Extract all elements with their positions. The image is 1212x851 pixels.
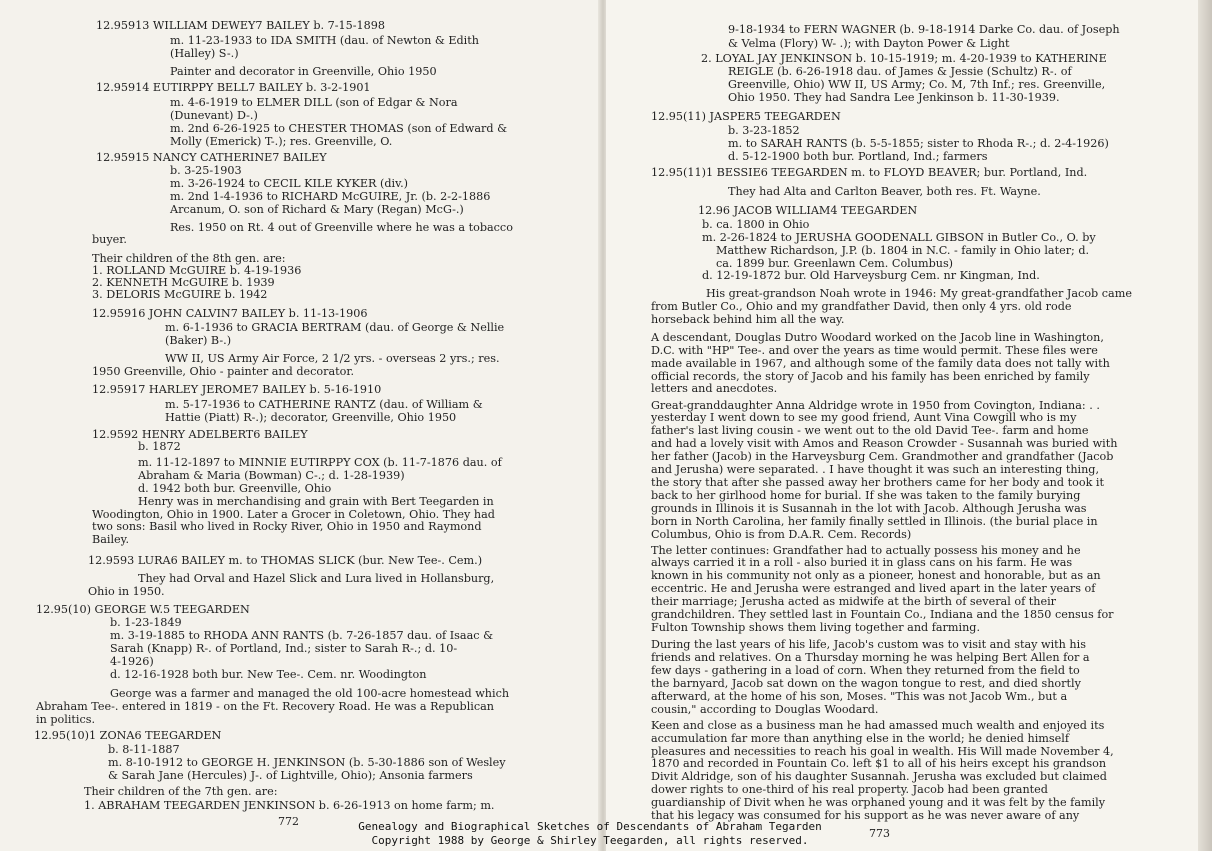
left-page-line: 12.95(10)1 ZONA6 TEEGARDEN [34, 729, 222, 742]
left-page-line: Hattie (Piatt) R-.); decorator, Greenville, Ohio 1950 [165, 411, 457, 424]
left-page-line: 3. DELORIS McGUIRE b. 1942 [92, 288, 268, 301]
right-page-line: born in North Carolina, her family finally settled in Illinois. (the burial place in [651, 515, 1098, 528]
left-page-line: m. 6-1-1936 to GRACIA BERTRAM (dau. of George & Nellie [165, 321, 505, 334]
right-page-line: father's last living cousin - we went out to the old David Tee-. farm and home [651, 424, 1089, 437]
left-page-line: 12.95913 WILLIAM DEWEY7 BAILEY b. 7-15-1898 [96, 19, 386, 32]
right-page-line: afterward, at the home of his son, Moses. "This was not Jacob Wm., but a [651, 690, 1068, 703]
right-page-line: grandchildren. They settled last in Fountain Co., Indiana and the 1850 census for [651, 608, 1114, 621]
left-page-line: 4-1926) [110, 655, 154, 668]
right-page-line: yesterday I went down to see my good friend, Aunt Vina Cowgill who is my [651, 411, 1077, 424]
right-page-line: b. 3-23-1852 [728, 124, 800, 137]
left-page-line: 12.9592 HENRY ADELBERT6 BAILEY [92, 428, 308, 441]
left-page-line: b. 1-23-1849 [110, 616, 182, 629]
right-page-line: 12.95(11)1 BESSIE6 TEEGARDEN m. to FLOYD BEAVER; bur. Portland, Ind. [651, 166, 1088, 179]
left-page-line: 1. ABRAHAM TEEGARDEN JENKINSON b. 6-26-1913 on home farm; m. [84, 799, 495, 812]
left-page-line: m. 11-12-1897 to MINNIE EUTIRPPY COX (b. 11-7-1876 dau. of [138, 456, 502, 469]
right-page-line: m. 2-26-1824 to JERUSHA GOODENALL GIBSON in Butler Co., O. by [702, 231, 1096, 244]
left-page-line: buyer. [92, 233, 127, 246]
left-page-line: (Dunevant) D-.) [170, 109, 258, 122]
right-page-line: 12.96 JACOB WILLIAM4 TEEGARDEN [698, 204, 918, 217]
right-page-line: & Velma (Flory) W- .); with Dayton Power & Light [728, 37, 1010, 50]
right-page-line: ca. 1899 bur. Greenlawn Cem. Columbus) [716, 257, 954, 270]
left-page-line: (Baker) B-.) [165, 334, 232, 347]
left-page-line: Abraham Tee-. entered in 1819 - on the Ft. Recovery Road. He was a Republican [36, 700, 494, 713]
left-page-line: 12.95916 JOHN CALVIN7 BAILEY b. 11-13-1906 [92, 307, 368, 320]
footer-title: Genealogy and Biographical Sketches of Descendants of Abraham Tegarden [358, 820, 822, 833]
right-page-line: Great-granddaughter Anna Aldridge wrote in 1950 from Covington, Indiana: . . [651, 399, 1100, 412]
right-page-line: eccentric. He and Jerusha were estranged and lived apart in the later years of [651, 582, 1096, 595]
right-page-number: 773 [869, 827, 890, 840]
right-page-line: back to her girlhood home for burial. If she was taken to the family burying [651, 489, 1081, 502]
right-page-line: Fulton Township shows them living together and farming. [651, 621, 981, 634]
left-page-line: m. 2nd 1-4-1936 to RICHARD McGUIRE, Jr. (b. 2-2-1886 [170, 190, 491, 203]
footer [300, 820, 880, 848]
right-page-line: that his legacy was consumed for his support as he was never aware of any [651, 809, 1080, 822]
right-page-line: 9-18-1934 to FERN WAGNER (b. 9-18-1914 Darke Co. dau. of Joseph [728, 23, 1120, 36]
right-page-line: During the last years of his life, Jacob's custom was to visit and stay with his [651, 638, 1086, 651]
left-page-line: 12.95914 EUTIRPPY BELL7 BAILEY b. 3-2-1901 [96, 81, 371, 94]
left-page-line: m. 2nd 6-26-1925 to CHESTER THOMAS (son of Edward & [170, 122, 508, 135]
right-page-line: Greenville, Ohio) WW II, US Army; Co. M, 7th Inf.; res. Greenville, [728, 78, 1106, 91]
right-page-line: the story that after she passed away her brothers came for her body and took it [651, 476, 1104, 489]
right-page-line: m. to SARAH RANTS (b. 5-5-1855; sister to Rhoda R-.; d. 2-4-1926) [728, 137, 1109, 150]
left-page-line: Bailey. [92, 533, 130, 546]
left-page-line: m. 11-23-1933 to IDA SMITH (dau. of Newton & Edith [170, 34, 479, 47]
right-page [606, 0, 1212, 851]
left-page-line: m. 8-10-1912 to GEORGE H. JENKINSON (b. 5-30-1886 son of Wesley [108, 756, 506, 769]
right-page-line: cousin," according to Douglas Woodard. [651, 703, 879, 716]
right-page-line: official records, the story of Jacob and his family has been enriched by family [651, 370, 1090, 383]
page-edge [1198, 0, 1212, 851]
right-page-line: known in his community not only as a pioneer, honest and honorable, but as an [651, 569, 1101, 582]
left-page-line: Their children of the 8th gen. are: [92, 252, 286, 265]
right-page-line: d. 5-12-1900 both bur. Portland, Ind.; farmers [728, 150, 988, 163]
right-page-line: 2. LOYAL JAY JENKINSON b. 10-15-1919; m. 4-20-1939 to KATHERINE [701, 52, 1107, 65]
left-page-line: 1950 Greenville, Ohio - painter and decorator. [92, 365, 355, 378]
right-page-line: friends and relatives. On a Thursday morning he was helping Bert Allen for a [651, 651, 1090, 664]
left-page-line: George was a farmer and managed the old 100-acre homestead which [110, 687, 510, 700]
left-page-line: d. 12-16-1928 both bur. New Tee-. Cem. nr. Woodington [110, 668, 427, 681]
left-page-line: 2. KENNETH McGUIRE b. 1939 [92, 276, 275, 289]
right-page-line: Divit Aldridge, son of his daughter Susannah. Jerusha was excluded but claimed [651, 770, 1107, 783]
right-page-line: Matthew Richardson, J.P. (b. 1804 in N.C. - family in Ohio later; d. [716, 244, 1090, 257]
left-page-line: Abraham & Maria (Bowman) C-.; d. 1-28-1939) [138, 469, 405, 482]
right-page-line: made available in 1967, and although some of the family data does not tally with [651, 357, 1110, 370]
left-page-line: They had Orval and Hazel Slick and Lura lived in Hollansburg, [138, 572, 495, 585]
left-page-line: (Halley) S-.) [170, 47, 239, 60]
left-page-line: Molly (Emerick) T-.); res. Greenville, O. [170, 135, 393, 148]
right-page-line: Ohio 1950. They had Sandra Lee Jenkinson b. 11-30-1939. [728, 91, 1060, 104]
left-page-line: in politics. [36, 713, 96, 726]
right-page-line: always carried it in a roll - also buried it in glass cans on his farm. He was [651, 556, 1073, 569]
right-page-line: 1870 and recorded in Fountain Co. left $1 to all of his heirs except his grandson [651, 757, 1107, 770]
left-page-line: 12.95915 NANCY CATHERINE7 BAILEY [96, 151, 327, 164]
left-page-line: b. 8-11-1887 [108, 743, 180, 756]
left-page-line: Woodington, Ohio in 1900. Later a Grocer in Coletown, Ohio. They had [92, 508, 495, 521]
left-page-line: b. 3-25-1903 [170, 164, 242, 177]
right-page-line: grounds in Illinois it is Susannah in the lot with Jacob. Although Jerusha was [651, 502, 1087, 515]
left-page-line: WW II, US Army Air Force, 2 1/2 yrs. - overseas 2 yrs.; res. [165, 352, 500, 365]
right-page-line: and had a lovely visit with Amos and Reason Crowder - Susannah was buried with [651, 437, 1118, 450]
left-page-line: m. 4-6-1919 to ELMER DILL (son of Edgar & Nora [170, 96, 458, 109]
right-page-line: their marriage; Jerusha acted as midwife at the birth of several of their [651, 595, 1057, 608]
right-page-line: and Jerusha) were separated. . I have thought it was such an interesting thing, [651, 463, 1100, 476]
left-page-line: 12.9593 LURA6 BAILEY m. to THOMAS SLICK (bur. New Tee-. Cem.) [88, 554, 483, 567]
right-page-line: letters and anecdotes. [651, 382, 778, 395]
right-page-line: few days - gathering in a load of corn. When they returned from the field to [651, 664, 1080, 677]
right-page-line: A descendant, Douglas Dutro Woodard worked on the Jacob line in Washington, [651, 331, 1104, 344]
left-page-line: Painter and decorator in Greenville, Ohio 1950 [170, 65, 437, 78]
right-page-line: b. ca. 1800 in Ohio [702, 218, 810, 231]
right-page-line: guardianship of Divit when he was orphaned young and it was felt by the family [651, 796, 1106, 809]
right-page-line: dower rights to one-third of his real property. Jacob had been granted [651, 783, 1048, 796]
left-page-line: b. 1872 [138, 440, 181, 453]
right-page-line: D.C. with "HP" Tee-. and over the years as time would permit. These files were [651, 344, 1098, 357]
left-page-line: Their children of the 7th gen. are: [84, 785, 278, 798]
left-page-line: Henry was in merchandising and grain with Bert Teegarden in [138, 495, 494, 508]
left-page-line: & Sarah Jane (Hercules) J-. of Lightville, Ohio); Ansonia farmers [108, 769, 473, 782]
right-page-line: d. 12-19-1872 bur. Old Harveysburg Cem. nr Kingman, Ind. [702, 269, 1040, 282]
right-page-line: horseback behind him all the way. [651, 313, 845, 326]
left-page-line: 12.95(10) GEORGE W.5 TEEGARDEN [36, 603, 250, 616]
right-page-line: accumulation far more than anything else in the world; he denied himself [651, 732, 1069, 745]
left-page-line: Sarah (Knapp) R-. of Portland, Ind.; sister to Sarah R-.; d. 10- [110, 642, 458, 655]
footer-copyright: Copyright 1988 by George & Shirley Teegarden, all rights reserved. [371, 834, 809, 847]
left-page-line: 1. ROLLAND McGUIRE b. 4-19-1936 [92, 264, 302, 277]
left-page-line: m. 3-26-1924 to CECIL KILE KYKER (div.) [170, 177, 409, 190]
left-page-line: m. 3-19-1885 to RHODA ANN RANTS (b. 7-26-1857 dau. of Isaac & [110, 629, 494, 642]
right-page-line: The letter continues: Grandfather had to actually possess his money and he [651, 544, 1081, 557]
left-page-line: Ohio in 1950. [88, 585, 165, 598]
right-page-line: the barnyard, Jacob sat down on the wagon tongue to rest, and died shortly [651, 677, 1081, 690]
right-page-line: They had Alta and Carlton Beaver, both res. Ft. Wayne. [728, 185, 1041, 198]
right-page-line: pleasures and necessities to reach his goal in wealth. His Will made November 4, [651, 745, 1114, 758]
left-page-line: d. 1942 both bur. Greenville, Ohio [138, 482, 332, 495]
left-page-line: Arcanum, O. son of Richard & Mary (Regan) McG-.) [170, 203, 464, 216]
left-page-line: 12.95917 HARLEY JEROME7 BAILEY b. 5-16-1910 [92, 383, 382, 396]
left-page-line: two sons: Basil who lived in Rocky River, Ohio in 1950 and Raymond [92, 520, 482, 533]
right-page-line: from Butler Co., Ohio and my grandfather David, then only 4 yrs. old rode [651, 300, 1072, 313]
left-page [0, 0, 600, 851]
left-page-line: Res. 1950 on Rt. 4 out of Greenville where he was a tobacco [170, 221, 513, 234]
left-page-line: m. 5-17-1936 to CATHERINE RANTZ (dau. of William & [165, 398, 483, 411]
right-page-line: Columbus, Ohio is from D.A.R. Cem. Records) [651, 528, 912, 541]
right-page-line: Keen and close as a business man he had amassed much wealth and enjoyed its [651, 719, 1105, 732]
left-page-number: 772 [278, 815, 299, 828]
right-page-line: His great-grandson Noah wrote in 1946: My great-grandfather Jacob came [706, 287, 1132, 300]
right-page-line: her father (Jacob) in the Harveysburg Cem. Grandmother and grandfather (Jacob [651, 450, 1114, 463]
right-page-line: 12.95(11) JASPER5 TEEGARDEN [651, 110, 841, 123]
right-page-line: REIGLE (b. 6-26-1918 dau. of James & Jessie (Schultz) R-. of [728, 65, 1072, 78]
